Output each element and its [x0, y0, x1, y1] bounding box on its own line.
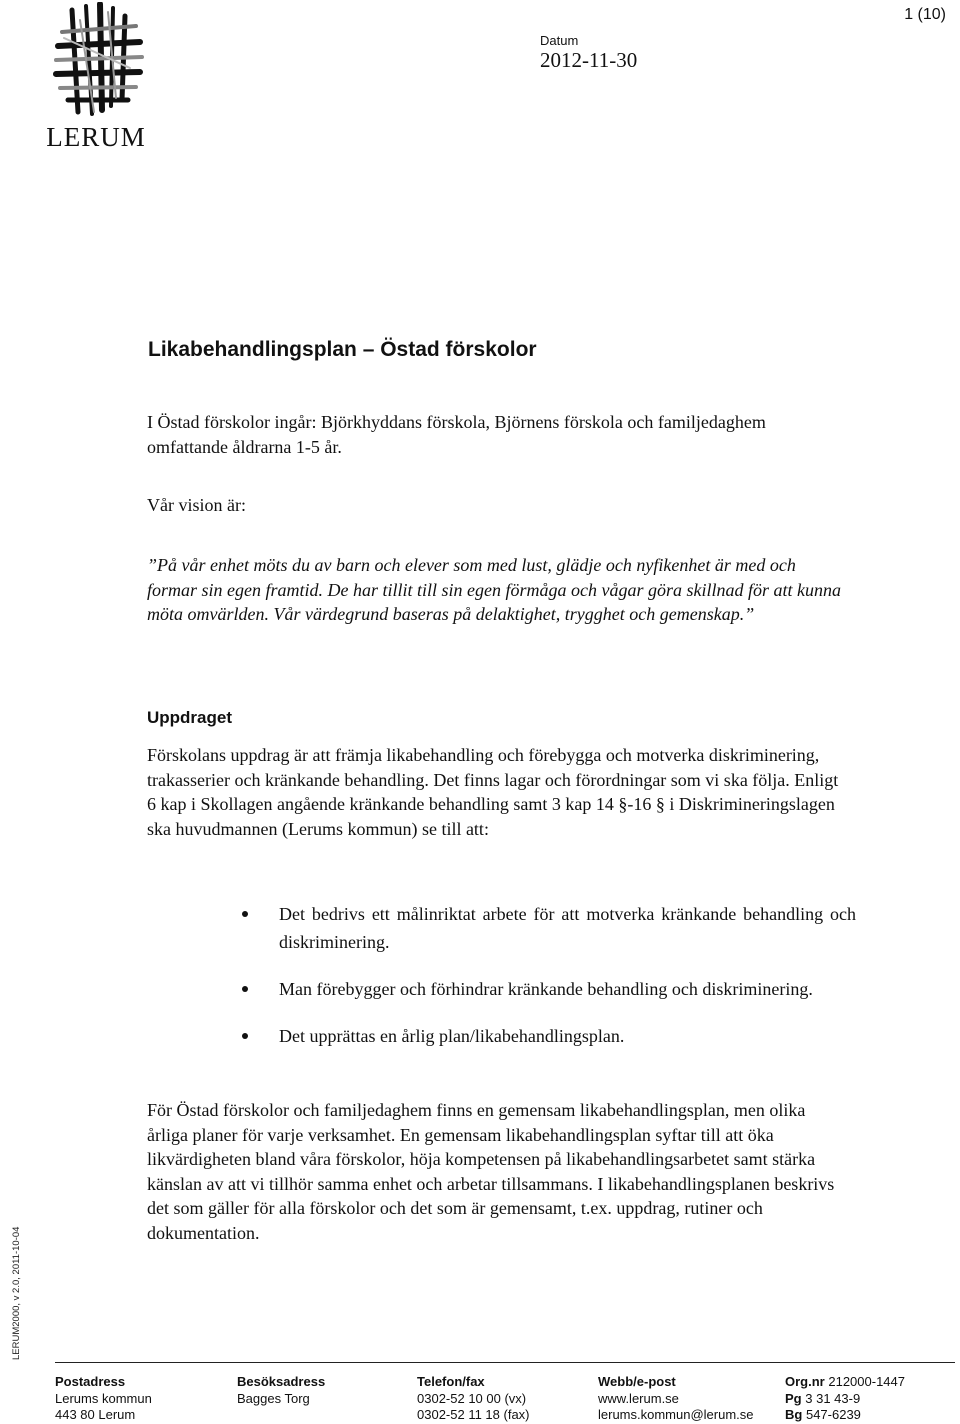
- logo-wordmark: LERUM: [46, 122, 146, 152]
- bullet-list: [246, 900, 856, 1069]
- footer-visit: [237, 1374, 325, 1407]
- footer-phone-line2: 0302-52 11 18 (fax): [417, 1407, 530, 1422]
- document-title: Likabehandlingsplan – Östad förskolor: [148, 338, 537, 361]
- section-heading: Uppdraget: [147, 708, 232, 727]
- footer-pg-value: 3 31 43-9: [805, 1390, 861, 1406]
- footer-postal-line1: Lerums kommun: [55, 1390, 152, 1406]
- bullet-text: Man förebygger och förhindrar kränkande behandling och diskriminering.: [279, 979, 813, 999]
- closing-paragraph: För Östad förskolor och familjedaghem finns en gemensam likabehandlingsplan, men olika årliga planer för varje verksamhet. En gemensam likabehandlingsplan syftar till att öka likvärdigheten bland våra förskolor, höja kompetensen på likabehandlingsarbetet samt stärka känslan av att vi tillhör samma enhet och arbetar tillsammans. I likabehandlingsplanen beskrivs det som gäller för alla förskolor och det som är gemensamt, t.ex. uppdrag, rutiner och dokumentation.: [147, 1100, 835, 1243]
- footer-web-line2: lerums.kommun@lerum.se: [598, 1407, 754, 1422]
- footer-org-heading: Org.nr: [785, 1374, 825, 1389]
- lerum-emblem-icon: [42, 2, 150, 120]
- list-item: [246, 1022, 856, 1050]
- footer-visit-heading: Besöksadress: [237, 1374, 326, 1389]
- footer-divider: [55, 1362, 955, 1363]
- footer-bg-label: Bg: [785, 1407, 803, 1422]
- bullet-text: Det upprättas en årlig plan/likabehandlingsplan.: [279, 1026, 625, 1046]
- footer-postal: [55, 1374, 152, 1424]
- template-version-text: LERUM2000, v 2.0, 2011-10-04: [11, 1226, 22, 1360]
- list-item: [246, 900, 856, 956]
- footer-org: [785, 1374, 905, 1424]
- bullet-icon: [242, 911, 248, 917]
- footer-postal-line2: 443 80 Lerum: [55, 1407, 136, 1422]
- footer-phone-line1: 0302-52 10 00 (vx): [417, 1390, 527, 1406]
- lerum-logo: [42, 2, 150, 152]
- bullet-icon: [242, 986, 248, 992]
- intro-paragraph: I Östad förskolor ingår: Björkhyddans förskola, Björnens förskola och familjedaghem omfattande åldrarna 1-5 år.: [147, 412, 766, 457]
- footer-web-heading: Webb/e-post: [598, 1374, 676, 1389]
- page-number: 1 (10): [904, 6, 946, 23]
- bullet-text: Det bedrivs ett målinriktat arbete för att motverka kränkande behandling och diskriminering.: [279, 904, 856, 952]
- footer-web: [598, 1374, 754, 1424]
- bullet-icon: [242, 1033, 248, 1039]
- footer-org-number: 212000-1447: [828, 1374, 905, 1389]
- footer-phone-heading: Telefon/fax: [417, 1374, 485, 1389]
- vision-quote: ”På vår enhet möts du av barn och elever som med lust, glädje och nyfikenhet är med och formar sin egen framtid. De har tillit till sin egen förmåga och vågar göra skillnad för att kunna möta omvärlden. Vår värdegrund baseras på delaktighet, trygghet och gemenskap.”: [147, 555, 841, 624]
- footer-postal-heading: Postadress: [55, 1374, 126, 1389]
- date-label: Datum: [540, 33, 579, 48]
- list-item: [246, 975, 856, 1003]
- section-body: Förskolans uppdrag är att främja likabehandling och förebygga och motverka diskriminering, trakasserier och kränkande behandling. Det finns lagar och förordningar som vi ska följa. Enligt 6 kap i Skollagen angående kränkande behandling samt 3 kap 14 §-16 § i Diskrimineringslagen ska huvudmannen (Lerums kommun) se till att:: [147, 745, 839, 839]
- footer-web-line1: www.lerum.se: [598, 1390, 679, 1406]
- footer-visit-line1: Bagges Torg: [237, 1390, 310, 1406]
- date-value: 2012-11-30: [540, 48, 638, 72]
- footer-pg-label: Pg: [785, 1390, 802, 1406]
- vision-label: Vår vision är:: [147, 495, 246, 515]
- footer-bg-value: 547-6239: [805, 1407, 861, 1422]
- footer-phone: [417, 1374, 530, 1424]
